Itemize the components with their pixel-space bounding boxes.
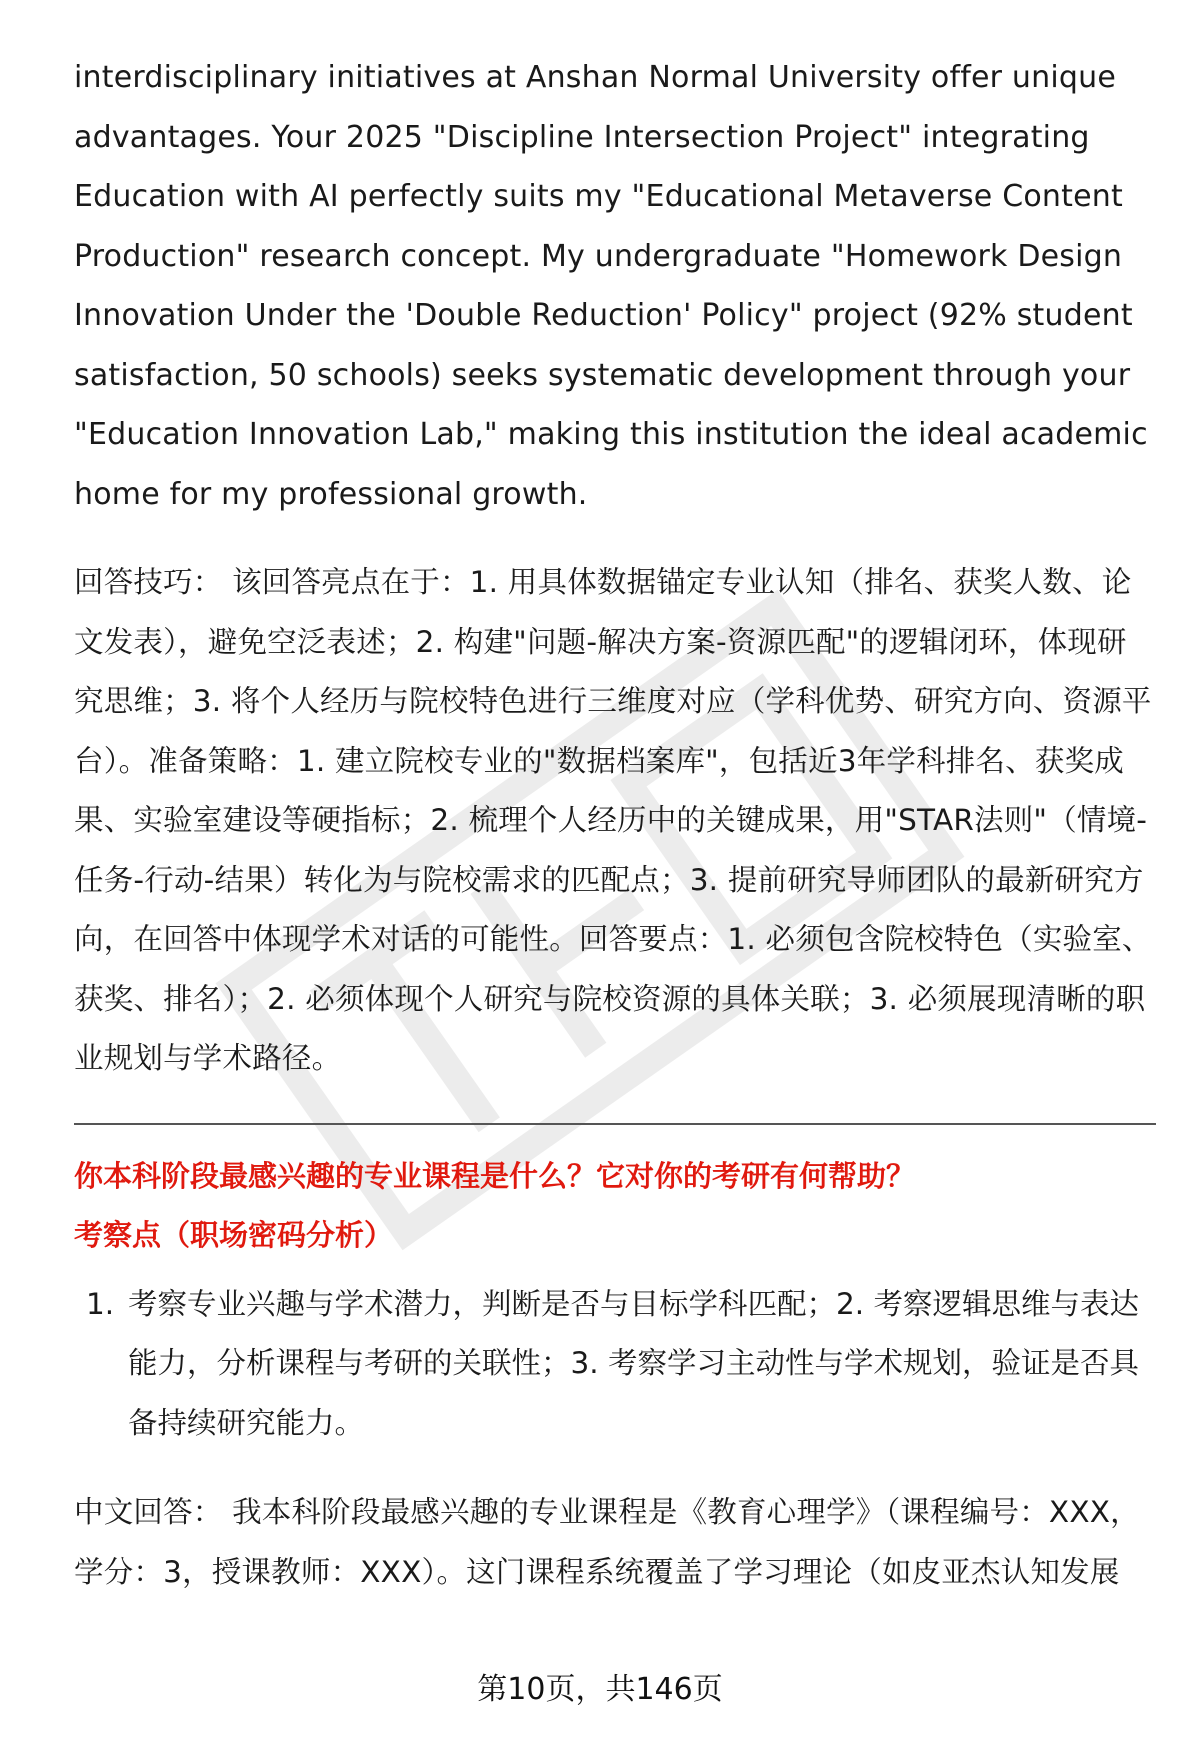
list-item xyxy=(74,1275,1156,1454)
section-divider xyxy=(74,1123,1156,1125)
list-item-text: 考察专业兴趣与学术潜力，判断是否与目标学科匹配；2. 考察逻辑思维与表达能力，分析课程与考研的关联性；3. 考察学习主动性与学术规划，验证是否具备持续研究能力。 xyxy=(128,1286,1140,1440)
question-subtitle: 考察点（职场密码分析） xyxy=(74,1217,394,1252)
page-content xyxy=(74,48,1156,1602)
question-title: 你本科阶段最感兴趣的专业课程是什么？它对你的考研有何帮助？ xyxy=(74,1158,916,1193)
chinese-answer-paragraph: 中文回答： 我本科阶段最感兴趣的专业课程是《教育心理学》（课程编号：XXX，学分：3，授课教师：XXX）。这门课程系统覆盖了学习理论（如皮亚杰认知发展 xyxy=(74,1495,1140,1589)
page-number-footer: 第10页，共146页 xyxy=(477,1672,723,1707)
list-item-number: 1. xyxy=(86,1286,115,1321)
assessment-points-list xyxy=(74,1275,1156,1454)
english-answer-paragraph: interdisciplinary initiatives at Anshan Normal University offer unique advantages. Your 2025 "Discipline Intersection Project" integrating Education with AI perfectly suits my "Educational Metaverse Content Production" research concept. My undergraduate "Homework Design Innovation Under the 'Double Reduction' Policy" project (92% student satisfaction, 50 schools) seeks systematic development through your "Education Innovation Lab," making this institution the ideal academic home for my professional growth. xyxy=(74,60,1148,512)
answer-tips-paragraph: 回答技巧： 该回答亮点在于：1. 用具体数据锚定专业认知（排名、获奖人数、论文发表），避免空泛表述；2. 构建"问题-解决方案-资源匹配"的逻辑闭环，体现研究思维；3. 将个人经历与院校特色进行三维度对应（学科优势、研究方向、资源平台）。准备策略：1. 建立院校专业的"数据档案库"，包括近3年学科排名、获奖成果、实验室建设等硬指标；2. 梳理个人经历中的关键成果，用"STAR法则"（情境-任务-行动-结果）转化为与院校需求的匹配点；3. 提前研究导师团队的最新研究方向，在回答中体现学术对话的可能性。回答要点：1. 必须包含院校特色（实验室、获奖、排名）；2. 必须体现个人研究与院校资源的具体关联；3. 必须展现清晰的职业规划与学术路径。 xyxy=(74,565,1152,1075)
